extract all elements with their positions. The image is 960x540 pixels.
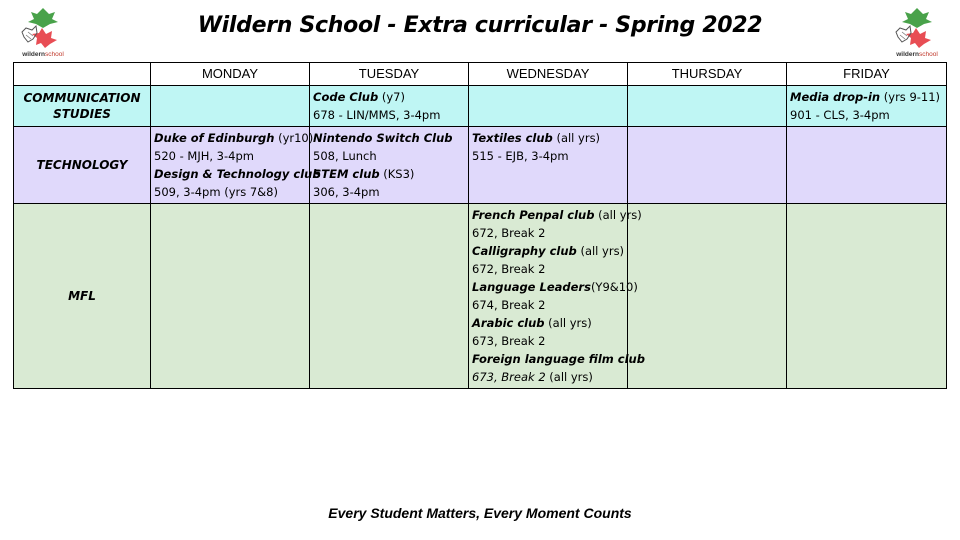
club-detail: 672, Break 2 (472, 262, 546, 276)
cell-friday (787, 204, 947, 389)
logo-wordmark: wildernschool (896, 51, 938, 58)
cell-thursday (628, 127, 787, 204)
cell-monday (151, 86, 310, 127)
club-detail: 673, Break 2 (all yrs) (472, 370, 593, 384)
day-header-thursday: THURSDAY (628, 63, 787, 86)
cell-thursday (628, 204, 787, 389)
day-header-friday: FRIDAY (787, 63, 947, 86)
cell-monday (151, 127, 321, 204)
club-entry: Design & Technology club (154, 167, 321, 181)
club-detail: 672, Break 2 (472, 226, 546, 240)
cell-friday (787, 86, 947, 127)
club-entry: Media drop-in (yrs 9-11) (790, 90, 941, 104)
row-mfl (14, 204, 947, 389)
day-header-tuesday: TUESDAY (310, 63, 469, 86)
cell-wednesday (469, 127, 628, 204)
row-technology (14, 127, 947, 204)
corner-cell (14, 63, 151, 86)
club-entry: Calligraphy club (all yrs) (472, 244, 625, 258)
club-entry: Foreign language film club (472, 352, 645, 366)
cell-thursday (628, 86, 787, 127)
club-entry: Arabic club (all yrs) (472, 316, 592, 330)
cell-tuesday (310, 127, 469, 204)
logo-wordmark: wildernschool (22, 51, 64, 58)
row-label: COMMUNICATION STUDIES (14, 86, 151, 127)
club-entry: Code Club (y7) (313, 90, 405, 104)
cell-friday (787, 127, 947, 204)
club-detail: 678 - LIN/MMS, 3-4pm (313, 108, 441, 122)
row-label: TECHNOLOGY (14, 127, 151, 204)
club-detail: 515 - EJB, 3-4pm (472, 149, 569, 163)
club-detail: 901 - CLS, 3-4pm (790, 108, 890, 122)
page-title: Wildern School - Extra curricular - Spring 2022 (197, 13, 763, 38)
club-entry: French Penpal club (all yrs) (472, 208, 642, 222)
club-detail: 520 - MJH, 3-4pm (154, 149, 254, 163)
club-detail: 673, Break 2 (472, 334, 546, 348)
club-detail: 508, Lunch (313, 149, 377, 163)
club-detail: 306, 3-4pm (313, 185, 380, 199)
cell-wednesday (469, 86, 628, 127)
cell-tuesday (310, 204, 469, 389)
cell-wednesday (469, 204, 645, 389)
cell-tuesday (310, 86, 469, 127)
school-logo-right (892, 6, 942, 58)
club-entry: Textiles club (all yrs) (472, 131, 601, 145)
row-communication-studies (14, 86, 947, 127)
day-header-wednesday: WEDNESDAY (469, 63, 628, 86)
cell-monday (151, 204, 310, 389)
club-entry: Nintendo Switch Club (313, 131, 453, 145)
leaf-emblem-icon (18, 6, 68, 50)
leaf-emblem-icon (892, 6, 942, 50)
row-label: MFL (14, 204, 151, 389)
school-logo-left (18, 6, 68, 58)
club-entry: STEM club (KS3) (313, 167, 415, 181)
club-entry: Duke of Edinburgh (yr10) (154, 131, 314, 145)
day-header-monday: MONDAY (151, 63, 310, 86)
school-motto: Every Student Matters, Every Moment Counts (328, 505, 632, 521)
header-row (14, 63, 947, 86)
club-entry: Language Leaders(Y9&10) (472, 280, 638, 294)
club-detail: 509, 3-4pm (yrs 7&8) (154, 185, 278, 199)
timetable (13, 62, 947, 389)
club-detail: 674, Break 2 (472, 298, 546, 312)
